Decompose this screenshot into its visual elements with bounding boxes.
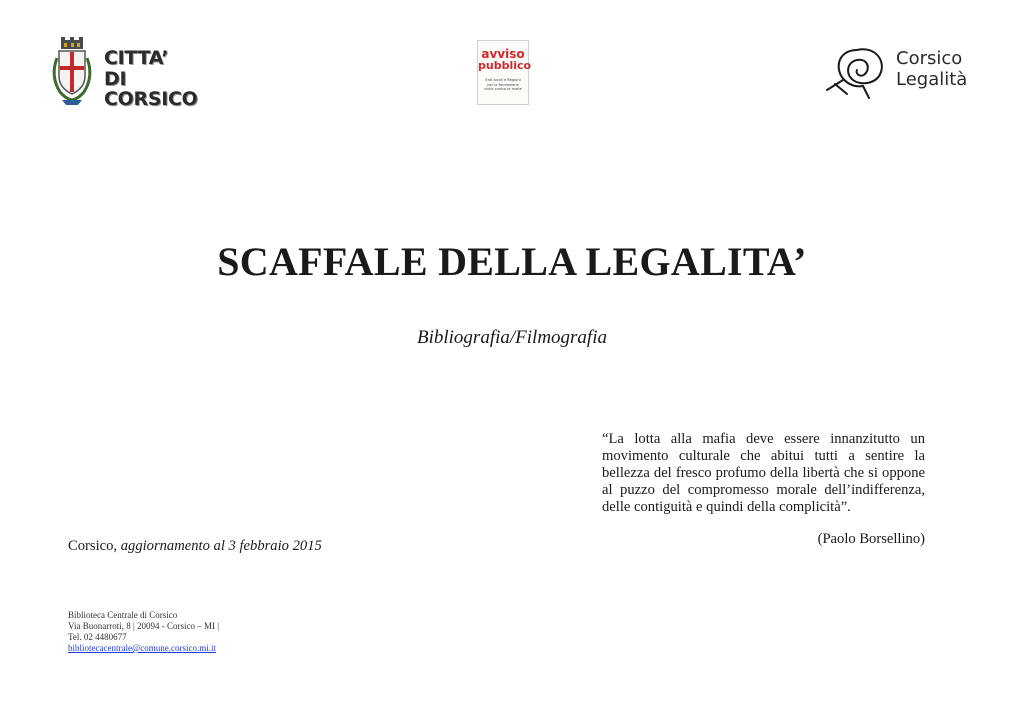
page-title: SCAFFALE DELLA LEGALITA’ xyxy=(217,239,807,284)
footer-address: Via Buonarroti, 8 | 20094 - Corsico – MI | xyxy=(68,621,220,631)
logo-legalita-line1: Corsico xyxy=(896,48,963,69)
update-line xyxy=(68,538,322,555)
logo-avviso-tagline: Enti locali e Regioni per la formazione civile contro le mafie xyxy=(484,78,522,91)
logo-legalita-line2: Legalità xyxy=(896,69,968,90)
footer-library-name: Biblioteca Centrale di Corsico xyxy=(68,610,178,620)
corsico-legalita-logo xyxy=(823,40,983,102)
update-place: Corsico, xyxy=(68,538,118,554)
logo-citta-line1: CITTA’ xyxy=(104,47,169,69)
page-subtitle: Bibliografia/Filmografia xyxy=(416,327,607,348)
citta-di-corsico-logo xyxy=(48,36,218,110)
quote-author: (Paolo Borsellino) xyxy=(817,531,925,547)
quote-text: “La lotta alla mafia deve essere innanzitutto un movimento culturale che abitui tutti a sentire la bellezza del fresco profumo della libertà che si oppone al puzzo del compromesso morale dell’indifferenza, delle contiguità e quindi della complicità”. xyxy=(602,431,925,515)
logo-avviso-line2: pubblico xyxy=(478,59,532,72)
logo-avviso-line1: avviso xyxy=(481,47,525,61)
logo-citta-line2: DI CORSICO xyxy=(104,68,198,110)
footer-email-link[interactable]: bibliotecacentrale@comune.corsico.mi.it xyxy=(68,643,216,653)
footer-contact xyxy=(68,610,219,654)
swirl-icon xyxy=(823,40,891,102)
city-crest-icon xyxy=(48,36,96,108)
update-date: aggiornamento al 3 febbraio 2015 xyxy=(120,538,322,554)
footer-phone: Tel. 02 4480677 xyxy=(68,632,127,642)
avviso-pubblico-logo xyxy=(477,40,532,105)
